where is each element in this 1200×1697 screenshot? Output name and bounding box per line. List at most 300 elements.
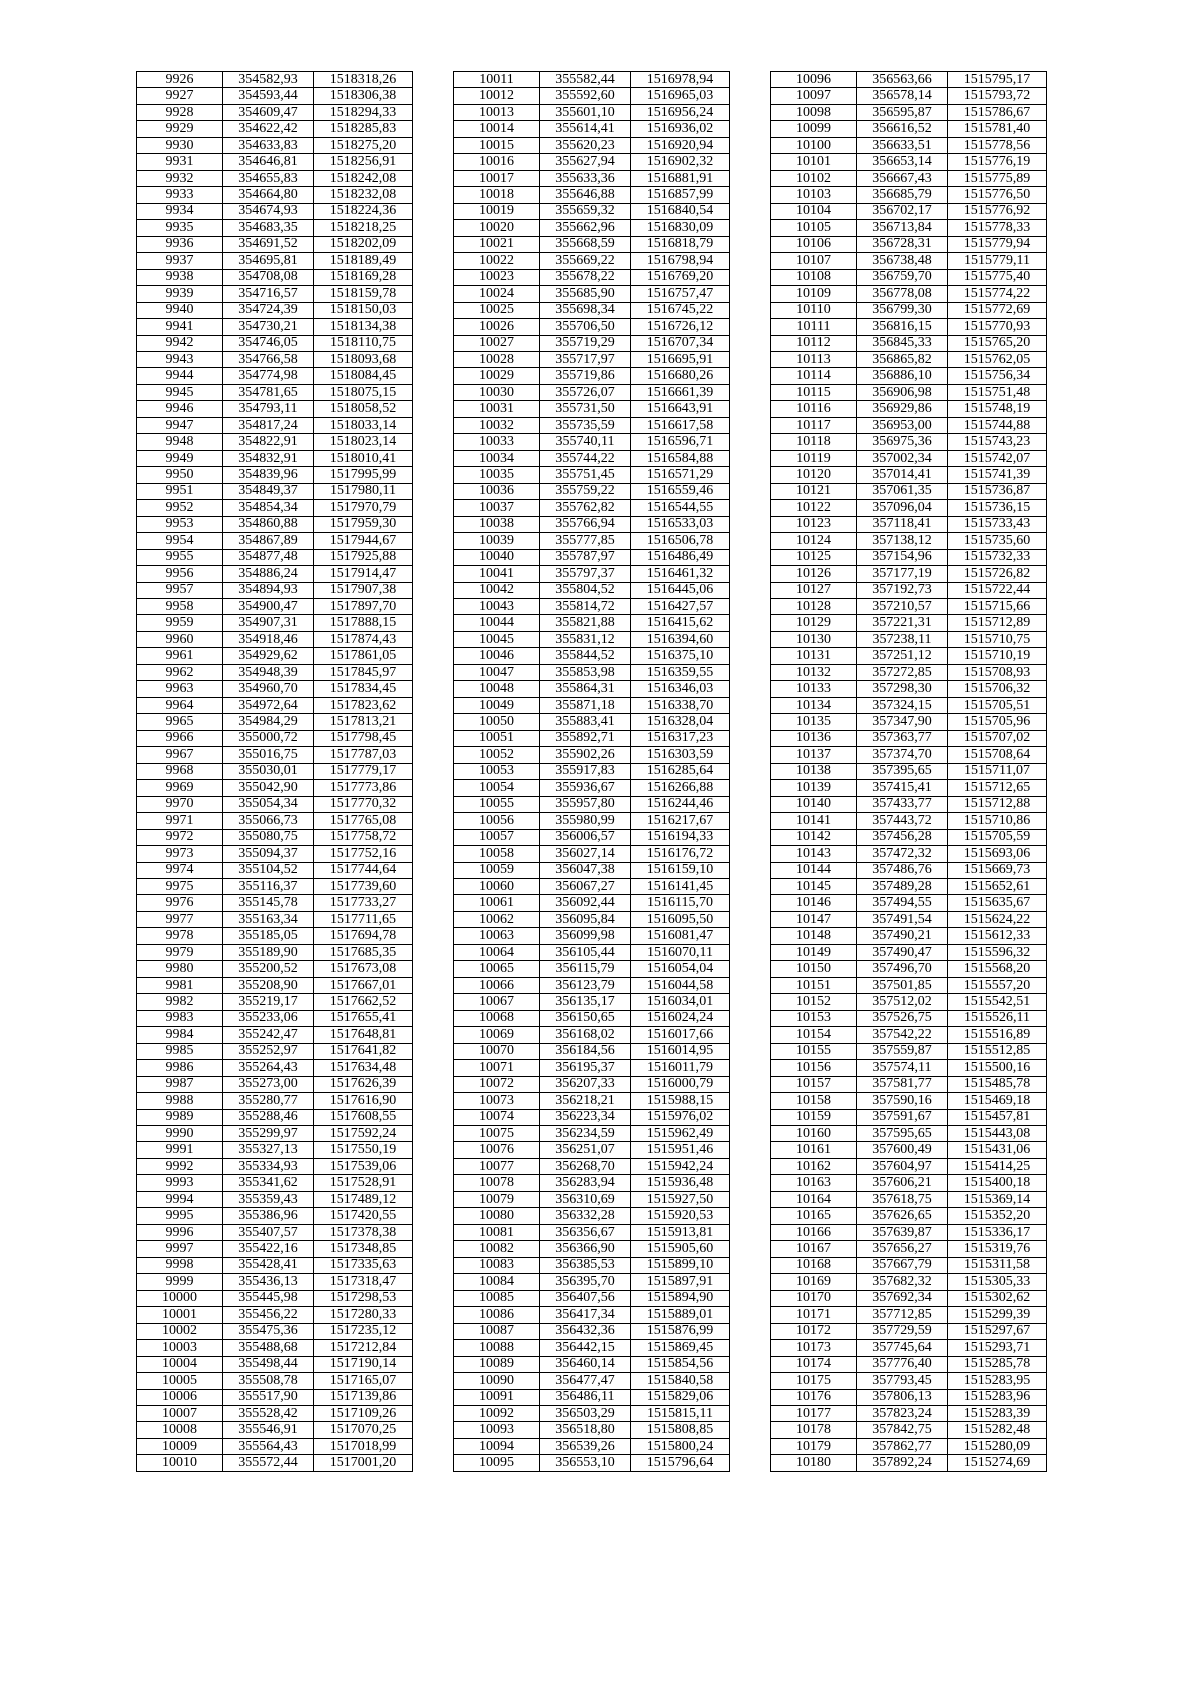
table-row: [137, 961, 413, 977]
point-number-cell: 10005: [137, 1373, 223, 1389]
x-coordinate-cell: 356168,02: [540, 1027, 631, 1043]
table-row: [454, 961, 730, 977]
y-coordinate-cell: 1515829,06: [631, 1389, 730, 1405]
x-coordinate-cell: 354832,91: [223, 450, 314, 466]
x-coordinate-cell: 354633,83: [223, 137, 314, 153]
y-coordinate-cell: 1515712,65: [948, 780, 1047, 796]
table-row: [137, 549, 413, 565]
table-row: [771, 368, 1047, 384]
x-coordinate-cell: 355456,22: [223, 1307, 314, 1323]
point-number-cell: 10022: [454, 253, 540, 269]
y-coordinate-cell: 1515951,46: [631, 1142, 730, 1158]
point-number-cell: 10160: [771, 1126, 857, 1142]
table-row: [454, 72, 730, 88]
point-number-cell: 10144: [771, 862, 857, 878]
point-number-cell: 10001: [137, 1307, 223, 1323]
point-number-cell: 10100: [771, 137, 857, 153]
point-number-cell: 9933: [137, 187, 223, 203]
y-coordinate-cell: 1518093,68: [314, 351, 413, 367]
y-coordinate-cell: 1516920,94: [631, 137, 730, 153]
y-coordinate-cell: 1515500,16: [948, 1060, 1047, 1076]
table-row: [454, 911, 730, 927]
point-number-cell: 9977: [137, 911, 223, 927]
table-row: [137, 747, 413, 763]
y-coordinate-cell: 1516965,03: [631, 88, 730, 104]
x-coordinate-cell: 356047,38: [540, 862, 631, 878]
table-row: [137, 681, 413, 697]
y-coordinate-cell: 1515776,92: [948, 203, 1047, 219]
point-number-cell: 10132: [771, 664, 857, 680]
point-number-cell: 9948: [137, 434, 223, 450]
y-coordinate-cell: 1517139,86: [314, 1389, 413, 1405]
point-number-cell: 10019: [454, 203, 540, 219]
table-row: [137, 566, 413, 582]
point-number-cell: 10106: [771, 236, 857, 252]
point-number-cell: 9927: [137, 88, 223, 104]
table-row: [771, 878, 1047, 894]
y-coordinate-cell: 1515283,96: [948, 1389, 1047, 1405]
table-row: [771, 351, 1047, 367]
x-coordinate-cell: 357443,72: [857, 813, 948, 829]
x-coordinate-cell: 357096,04: [857, 500, 948, 516]
y-coordinate-cell: 1518294,33: [314, 104, 413, 120]
table-row: [454, 846, 730, 862]
point-number-cell: 9950: [137, 467, 223, 483]
x-coordinate-cell: 354730,21: [223, 319, 314, 335]
x-coordinate-cell: 355726,07: [540, 384, 631, 400]
x-coordinate-cell: 354839,96: [223, 467, 314, 483]
table-row: [137, 1109, 413, 1125]
point-number-cell: 9976: [137, 895, 223, 911]
table-row: [454, 1356, 730, 1372]
table-row: [454, 763, 730, 779]
point-number-cell: 10076: [454, 1142, 540, 1158]
table-row: [137, 434, 413, 450]
x-coordinate-cell: 357823,24: [857, 1405, 948, 1421]
point-number-cell: 10023: [454, 269, 540, 285]
x-coordinate-cell: 357456,28: [857, 829, 948, 845]
x-coordinate-cell: 357363,77: [857, 730, 948, 746]
table-row: [454, 1422, 730, 1438]
point-number-cell: 9943: [137, 351, 223, 367]
x-coordinate-cell: 355668,59: [540, 236, 631, 252]
y-coordinate-cell: 1516285,64: [631, 763, 730, 779]
x-coordinate-cell: 354960,70: [223, 681, 314, 697]
point-number-cell: 9935: [137, 220, 223, 236]
x-coordinate-cell: 356633,51: [857, 137, 948, 153]
x-coordinate-cell: 357138,12: [857, 533, 948, 549]
y-coordinate-cell: 1517980,11: [314, 483, 413, 499]
point-number-cell: 10118: [771, 434, 857, 450]
x-coordinate-cell: 357395,65: [857, 763, 948, 779]
table-row: [137, 1438, 413, 1454]
table-row: [137, 780, 413, 796]
x-coordinate-cell: 354683,35: [223, 220, 314, 236]
x-coordinate-cell: 355751,45: [540, 467, 631, 483]
y-coordinate-cell: 1516346,03: [631, 681, 730, 697]
point-number-cell: 9930: [137, 137, 223, 153]
table-row: [771, 121, 1047, 137]
y-coordinate-cell: 1515751,48: [948, 384, 1047, 400]
y-coordinate-cell: 1517907,38: [314, 582, 413, 598]
point-number-cell: 10117: [771, 417, 857, 433]
x-coordinate-cell: 356407,56: [540, 1290, 631, 1306]
y-coordinate-cell: 1515793,72: [948, 88, 1047, 104]
y-coordinate-cell: 1516317,23: [631, 730, 730, 746]
y-coordinate-cell: 1517711,65: [314, 911, 413, 927]
x-coordinate-cell: 355936,67: [540, 780, 631, 796]
table-row: [771, 1422, 1047, 1438]
point-number-cell: 9970: [137, 796, 223, 812]
point-number-cell: 9991: [137, 1142, 223, 1158]
point-number-cell: 10032: [454, 417, 540, 433]
point-number-cell: 10006: [137, 1389, 223, 1405]
table-row: [771, 730, 1047, 746]
y-coordinate-cell: 1515920,53: [631, 1208, 730, 1224]
y-coordinate-cell: 1515299,39: [948, 1307, 1047, 1323]
table-row: [771, 829, 1047, 845]
x-coordinate-cell: 357606,21: [857, 1175, 948, 1191]
x-coordinate-cell: 356759,70: [857, 269, 948, 285]
table-row: [137, 450, 413, 466]
y-coordinate-cell: 1516244,46: [631, 796, 730, 812]
x-coordinate-cell: 355252,97: [223, 1043, 314, 1059]
y-coordinate-cell: 1517539,06: [314, 1158, 413, 1174]
y-coordinate-cell: 1516726,12: [631, 319, 730, 335]
table-row: [454, 1142, 730, 1158]
y-coordinate-cell: 1516757,47: [631, 286, 730, 302]
y-coordinate-cell: 1518256,91: [314, 154, 413, 170]
point-number-cell: 10071: [454, 1060, 540, 1076]
point-number-cell: 10026: [454, 319, 540, 335]
y-coordinate-cell: 1517318,47: [314, 1274, 413, 1290]
table-row: [137, 269, 413, 285]
x-coordinate-cell: 356738,48: [857, 253, 948, 269]
point-number-cell: 10021: [454, 236, 540, 252]
x-coordinate-cell: 355698,34: [540, 302, 631, 318]
table-row: [137, 500, 413, 516]
point-number-cell: 10075: [454, 1126, 540, 1142]
point-number-cell: 10087: [454, 1323, 540, 1339]
table-row: [137, 72, 413, 88]
y-coordinate-cell: 1517834,45: [314, 681, 413, 697]
y-coordinate-cell: 1518169,28: [314, 269, 413, 285]
y-coordinate-cell: 1515774,22: [948, 286, 1047, 302]
x-coordinate-cell: 355208,90: [223, 977, 314, 993]
table-row: [771, 253, 1047, 269]
point-number-cell: 9988: [137, 1093, 223, 1109]
point-number-cell: 9971: [137, 813, 223, 829]
table-row: [771, 944, 1047, 960]
table-row: [137, 1126, 413, 1142]
table-row: [137, 1043, 413, 1059]
x-coordinate-cell: 357014,41: [857, 467, 948, 483]
y-coordinate-cell: 1515786,67: [948, 104, 1047, 120]
table-row: [454, 253, 730, 269]
point-number-cell: 10062: [454, 911, 540, 927]
point-number-cell: 10127: [771, 582, 857, 598]
x-coordinate-cell: 357639,87: [857, 1224, 948, 1240]
point-number-cell: 9945: [137, 384, 223, 400]
y-coordinate-cell: 1518023,14: [314, 434, 413, 450]
y-coordinate-cell: 1516054,04: [631, 961, 730, 977]
x-coordinate-cell: 354716,57: [223, 286, 314, 302]
x-coordinate-cell: 356283,94: [540, 1175, 631, 1191]
y-coordinate-cell: 1517018,99: [314, 1438, 413, 1454]
table-row: [771, 681, 1047, 697]
x-coordinate-cell: 355706,50: [540, 319, 631, 335]
point-number-cell: 10120: [771, 467, 857, 483]
point-number-cell: 9942: [137, 335, 223, 351]
y-coordinate-cell: 1518318,26: [314, 72, 413, 88]
table-row: [454, 319, 730, 335]
point-number-cell: 10025: [454, 302, 540, 318]
x-coordinate-cell: 357559,87: [857, 1043, 948, 1059]
x-coordinate-cell: 356356,67: [540, 1224, 631, 1240]
point-number-cell: 10139: [771, 780, 857, 796]
point-number-cell: 10056: [454, 813, 540, 829]
table-row: [454, 500, 730, 516]
x-coordinate-cell: 354918,46: [223, 631, 314, 647]
y-coordinate-cell: 1515796,64: [631, 1455, 730, 1471]
x-coordinate-cell: 355844,52: [540, 648, 631, 664]
table-row: [454, 1290, 730, 1306]
x-coordinate-cell: 356268,70: [540, 1158, 631, 1174]
table-row: [771, 1076, 1047, 1092]
point-number-cell: 9987: [137, 1076, 223, 1092]
x-coordinate-cell: 355066,73: [223, 813, 314, 829]
x-coordinate-cell: 357745,64: [857, 1340, 948, 1356]
x-coordinate-cell: 357177,19: [857, 566, 948, 582]
x-coordinate-cell: 357667,79: [857, 1257, 948, 1273]
y-coordinate-cell: 1515280,09: [948, 1438, 1047, 1454]
coordinate-table-1: [136, 71, 413, 1472]
y-coordinate-cell: 1517641,82: [314, 1043, 413, 1059]
point-number-cell: 10158: [771, 1093, 857, 1109]
x-coordinate-cell: 357806,13: [857, 1389, 948, 1405]
point-number-cell: 10125: [771, 549, 857, 565]
y-coordinate-cell: 1515557,20: [948, 977, 1047, 993]
point-number-cell: 9960: [137, 631, 223, 647]
y-coordinate-cell: 1518134,38: [314, 319, 413, 335]
x-coordinate-cell: 356251,07: [540, 1142, 631, 1158]
x-coordinate-cell: 355592,60: [540, 88, 631, 104]
y-coordinate-cell: 1516024,24: [631, 1010, 730, 1026]
table-row: [771, 1438, 1047, 1454]
point-number-cell: 10097: [771, 88, 857, 104]
x-coordinate-cell: 357118,41: [857, 516, 948, 532]
y-coordinate-cell: 1517685,35: [314, 944, 413, 960]
y-coordinate-cell: 1517944,67: [314, 533, 413, 549]
table-row: [454, 1241, 730, 1257]
x-coordinate-cell: 355766,94: [540, 516, 631, 532]
y-coordinate-cell: 1518084,45: [314, 368, 413, 384]
y-coordinate-cell: 1515669,73: [948, 862, 1047, 878]
table-row: [137, 88, 413, 104]
table-row: [454, 1109, 730, 1125]
y-coordinate-cell: 1515283,95: [948, 1373, 1047, 1389]
table-row: [454, 203, 730, 219]
y-coordinate-cell: 1517667,01: [314, 977, 413, 993]
table-row: [137, 1241, 413, 1257]
table-row: [454, 1126, 730, 1142]
point-number-cell: 9929: [137, 121, 223, 137]
table-row: [454, 104, 730, 120]
x-coordinate-cell: 356027,14: [540, 846, 631, 862]
table-row: [454, 269, 730, 285]
point-number-cell: 10069: [454, 1027, 540, 1043]
table-row: [454, 1257, 730, 1273]
point-number-cell: 10142: [771, 829, 857, 845]
table-row: [454, 351, 730, 367]
x-coordinate-cell: 355200,52: [223, 961, 314, 977]
y-coordinate-cell: 1516159,10: [631, 862, 730, 878]
x-coordinate-cell: 357862,77: [857, 1438, 948, 1454]
point-number-cell: 10092: [454, 1405, 540, 1421]
y-coordinate-cell: 1515894,90: [631, 1290, 730, 1306]
point-number-cell: 9959: [137, 615, 223, 631]
point-number-cell: 9934: [137, 203, 223, 219]
y-coordinate-cell: 1518232,08: [314, 187, 413, 203]
table-row: [137, 1257, 413, 1273]
x-coordinate-cell: 356953,00: [857, 417, 948, 433]
y-coordinate-cell: 1517744,64: [314, 862, 413, 878]
x-coordinate-cell: 355488,68: [223, 1340, 314, 1356]
y-coordinate-cell: 1515732,33: [948, 549, 1047, 565]
table-row: [137, 582, 413, 598]
x-coordinate-cell: 354972,64: [223, 697, 314, 713]
point-number-cell: 10034: [454, 450, 540, 466]
point-number-cell: 9978: [137, 928, 223, 944]
x-coordinate-cell: 355273,00: [223, 1076, 314, 1092]
point-number-cell: 9992: [137, 1158, 223, 1174]
table-row: [771, 1323, 1047, 1339]
y-coordinate-cell: 1516695,91: [631, 351, 730, 367]
y-coordinate-cell: 1517608,55: [314, 1109, 413, 1125]
y-coordinate-cell: 1516506,78: [631, 533, 730, 549]
y-coordinate-cell: 1517235,12: [314, 1323, 413, 1339]
table-row: [771, 236, 1047, 252]
table-row: [771, 763, 1047, 779]
table-row: [771, 1340, 1047, 1356]
point-number-cell: 10169: [771, 1274, 857, 1290]
y-coordinate-cell: 1515705,59: [948, 829, 1047, 845]
table-row: [137, 1060, 413, 1076]
y-coordinate-cell: 1517823,62: [314, 697, 413, 713]
point-number-cell: 10079: [454, 1191, 540, 1207]
x-coordinate-cell: 357501,85: [857, 977, 948, 993]
table-row: [137, 417, 413, 433]
table-row: [137, 944, 413, 960]
x-coordinate-cell: 354849,37: [223, 483, 314, 499]
point-number-cell: 10020: [454, 220, 540, 236]
table-row: [771, 1093, 1047, 1109]
y-coordinate-cell: 1515516,89: [948, 1027, 1047, 1043]
table-row: [137, 203, 413, 219]
table-row: [771, 1356, 1047, 1372]
x-coordinate-cell: 354886,24: [223, 566, 314, 582]
point-number-cell: 10024: [454, 286, 540, 302]
table-row: [454, 121, 730, 137]
x-coordinate-cell: 356929,86: [857, 401, 948, 417]
y-coordinate-cell: 1517298,53: [314, 1290, 413, 1306]
table-row: [771, 582, 1047, 598]
table-row: [771, 187, 1047, 203]
y-coordinate-cell: 1517845,97: [314, 664, 413, 680]
point-number-cell: 10159: [771, 1109, 857, 1125]
y-coordinate-cell: 1515854,56: [631, 1356, 730, 1372]
x-coordinate-cell: 356095,84: [540, 911, 631, 927]
table-row: [454, 1191, 730, 1207]
point-number-cell: 10050: [454, 714, 540, 730]
x-coordinate-cell: 354622,42: [223, 121, 314, 137]
table-row: [137, 1093, 413, 1109]
point-number-cell: 10175: [771, 1373, 857, 1389]
y-coordinate-cell: 1515869,45: [631, 1340, 730, 1356]
table-row: [454, 862, 730, 878]
y-coordinate-cell: 1515400,18: [948, 1175, 1047, 1191]
x-coordinate-cell: 356099,98: [540, 928, 631, 944]
table-row: [137, 977, 413, 993]
table-row: [771, 780, 1047, 796]
point-number-cell: 10010: [137, 1455, 223, 1471]
table-row: [137, 664, 413, 680]
table-row: [771, 697, 1047, 713]
y-coordinate-cell: 1516017,66: [631, 1027, 730, 1043]
x-coordinate-cell: 356702,17: [857, 203, 948, 219]
y-coordinate-cell: 1517420,55: [314, 1208, 413, 1224]
point-number-cell: 10053: [454, 763, 540, 779]
y-coordinate-cell: 1515770,93: [948, 319, 1047, 335]
x-coordinate-cell: 356975,36: [857, 434, 948, 450]
x-coordinate-cell: 356728,31: [857, 236, 948, 252]
y-coordinate-cell: 1517758,72: [314, 829, 413, 845]
table-row: [771, 269, 1047, 285]
y-coordinate-cell: 1516359,55: [631, 664, 730, 680]
table-row: [454, 1076, 730, 1092]
table-row: [771, 1257, 1047, 1273]
point-number-cell: 10073: [454, 1093, 540, 1109]
point-number-cell: 10048: [454, 681, 540, 697]
y-coordinate-cell: 1515652,61: [948, 878, 1047, 894]
point-number-cell: 9944: [137, 368, 223, 384]
x-coordinate-cell: 357154,96: [857, 549, 948, 565]
point-number-cell: 10091: [454, 1389, 540, 1405]
table-row: [454, 780, 730, 796]
point-number-cell: 10063: [454, 928, 540, 944]
point-number-cell: 9989: [137, 1109, 223, 1125]
point-number-cell: 10031: [454, 401, 540, 417]
x-coordinate-cell: 356906,98: [857, 384, 948, 400]
table-row: [771, 483, 1047, 499]
point-number-cell: 10154: [771, 1027, 857, 1043]
y-coordinate-cell: 1515706,32: [948, 681, 1047, 697]
table-row: [137, 928, 413, 944]
point-number-cell: 10064: [454, 944, 540, 960]
x-coordinate-cell: 355685,90: [540, 286, 631, 302]
table-row: [137, 253, 413, 269]
y-coordinate-cell: 1515905,60: [631, 1241, 730, 1257]
table-row: [137, 319, 413, 335]
x-coordinate-cell: 357692,34: [857, 1290, 948, 1306]
x-coordinate-cell: 356432,36: [540, 1323, 631, 1339]
y-coordinate-cell: 1516584,88: [631, 450, 730, 466]
table-row: [771, 664, 1047, 680]
table-row: [137, 648, 413, 664]
y-coordinate-cell: 1515962,49: [631, 1126, 730, 1142]
table-row: [771, 286, 1047, 302]
x-coordinate-cell: 354860,88: [223, 516, 314, 532]
